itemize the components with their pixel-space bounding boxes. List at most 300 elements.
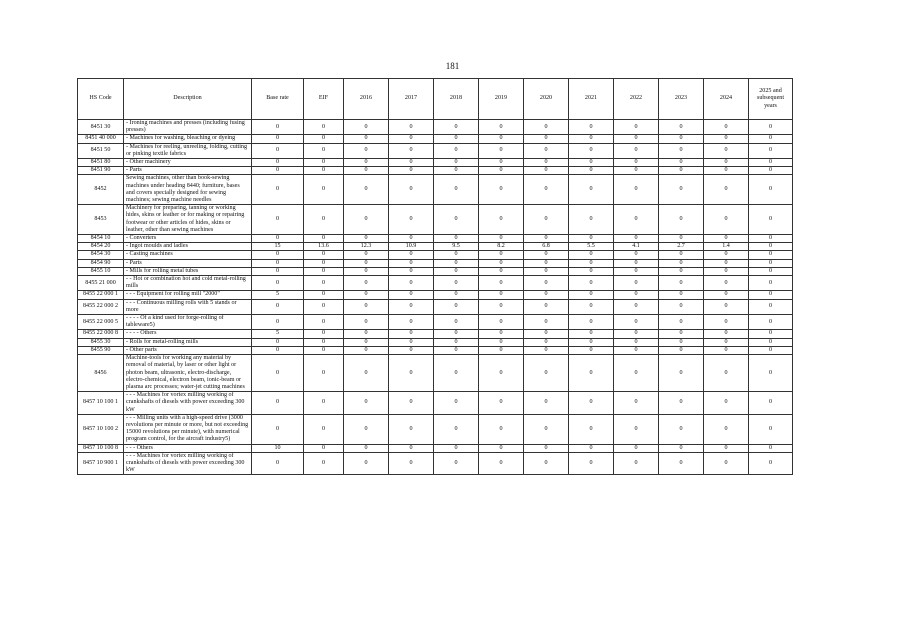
description-cell: - Machines for washing, bleaching or dyeing	[124, 135, 252, 143]
hs-code-cell: 8455 22 000 5	[78, 315, 124, 330]
rate-cell: 0	[389, 159, 434, 167]
table-row	[78, 243, 793, 251]
table-row	[78, 276, 793, 291]
rate-cell: 0	[344, 392, 389, 415]
column-header: 2022	[614, 79, 659, 120]
rate-cell: 0	[524, 291, 569, 299]
rate-cell: 0	[659, 205, 704, 235]
rate-cell: 0	[479, 291, 524, 299]
rate-cell: 0	[569, 175, 614, 205]
hs-code-cell: 8451 40 000	[78, 135, 124, 143]
rate-cell: 0	[614, 267, 659, 275]
rate-cell: 0	[389, 267, 434, 275]
rate-cell: 0	[479, 251, 524, 259]
column-header: Base rate	[252, 79, 304, 120]
rate-cell: 0	[304, 330, 344, 338]
rate-cell: 0	[659, 338, 704, 346]
table-row	[78, 452, 793, 475]
rate-cell: 0	[614, 259, 659, 267]
rate-cell: 0	[389, 444, 434, 452]
rate-cell: 0	[569, 120, 614, 135]
rate-cell: 0	[569, 444, 614, 452]
rate-cell: 0	[479, 452, 524, 475]
rate-cell: 8.2	[479, 243, 524, 251]
rate-cell: 0	[659, 235, 704, 243]
description-cell: - - Hot or combination hot and cold metal-rolling mills	[124, 276, 252, 291]
table-row	[78, 444, 793, 452]
column-header: 2024	[704, 79, 749, 120]
rate-cell: 0	[749, 276, 793, 291]
table-row	[78, 235, 793, 243]
rate-cell: 0	[614, 205, 659, 235]
rate-cell: 0	[304, 276, 344, 291]
rate-cell: 0	[434, 120, 479, 135]
description-cell: Machinery for preparing, tanning or working hides, skins or leather or for making or repairing footwear or other articles of hides, skins or leather, other than sewing machines	[124, 205, 252, 235]
rate-cell: 0	[434, 259, 479, 267]
rate-cell: 0	[569, 251, 614, 259]
rate-cell: 0	[344, 444, 389, 452]
rate-cell: 0	[304, 291, 344, 299]
rate-cell: 0	[749, 135, 793, 143]
rate-cell: 0	[252, 392, 304, 415]
rate-cell: 0	[749, 159, 793, 167]
rate-cell: 0	[569, 346, 614, 354]
rate-cell: 0	[659, 346, 704, 354]
rate-cell: 0	[252, 205, 304, 235]
rate-cell: 0	[569, 338, 614, 346]
description-cell: - Mills for rolling metal tubes	[124, 267, 252, 275]
table-row	[78, 299, 793, 314]
rate-cell: 0	[524, 259, 569, 267]
rate-cell: 0	[479, 135, 524, 143]
rate-cell: 0	[524, 143, 569, 158]
description-cell: - Ironing machines and presses (including fusing presses)	[124, 120, 252, 135]
rate-cell: 0	[704, 120, 749, 135]
rate-cell: 0	[304, 135, 344, 143]
rate-cell: 0	[749, 235, 793, 243]
column-header: 2021	[569, 79, 614, 120]
rate-cell: 0	[389, 259, 434, 267]
rate-cell: 0	[614, 299, 659, 314]
rate-cell: 0	[304, 267, 344, 275]
rate-cell: 0	[252, 346, 304, 354]
rate-cell: 0	[704, 330, 749, 338]
table-body	[78, 120, 793, 475]
table-row	[78, 267, 793, 275]
rate-cell: 0	[479, 315, 524, 330]
hs-code-cell: 8455 30	[78, 338, 124, 346]
description-cell: - - - Continuous milling rolls with 5 stands or more	[124, 299, 252, 314]
rate-cell: 0	[659, 120, 704, 135]
table-row	[78, 392, 793, 415]
rate-cell: 0	[704, 276, 749, 291]
hs-code-cell: 8457 10 100 8	[78, 444, 124, 452]
table-row	[78, 315, 793, 330]
rate-cell: 0	[524, 175, 569, 205]
description-cell: - - - - Of a kind used for forge-rolling of tableware5)	[124, 315, 252, 330]
rate-cell: 0	[749, 251, 793, 259]
rate-cell: 0	[344, 175, 389, 205]
rate-cell: 0	[614, 392, 659, 415]
rate-cell: 0	[569, 159, 614, 167]
table-row	[78, 330, 793, 338]
rate-cell: 0	[479, 235, 524, 243]
rate-cell: 0	[434, 276, 479, 291]
rate-cell: 0	[614, 175, 659, 205]
hs-code-cell: 8455 90	[78, 346, 124, 354]
rate-cell: 0	[524, 205, 569, 235]
rate-cell: 0	[252, 143, 304, 158]
rate-cell: 0	[344, 205, 389, 235]
table-row	[78, 205, 793, 235]
rate-cell: 0	[524, 355, 569, 392]
rate-cell: 0	[479, 276, 524, 291]
rate-cell: 9.5	[434, 243, 479, 251]
rate-cell: 0	[344, 143, 389, 158]
rate-cell: 0	[524, 251, 569, 259]
column-header: 2016	[344, 79, 389, 120]
rate-cell: 0	[614, 330, 659, 338]
table-header-row	[78, 79, 793, 120]
column-header: Description	[124, 79, 252, 120]
rate-cell: 0	[614, 355, 659, 392]
rate-cell: 0	[569, 315, 614, 330]
rate-cell: 0	[614, 251, 659, 259]
rate-cell: 0	[434, 444, 479, 452]
rate-cell: 0	[344, 251, 389, 259]
hs-code-cell: 8454 30	[78, 251, 124, 259]
table-row	[78, 291, 793, 299]
rate-cell: 0	[659, 444, 704, 452]
rate-cell: 0	[304, 392, 344, 415]
rate-cell: 0	[704, 338, 749, 346]
rate-cell: 0	[704, 167, 749, 175]
rate-cell: 0	[389, 175, 434, 205]
rate-cell: 0	[704, 346, 749, 354]
rate-cell: 0	[524, 135, 569, 143]
column-header: 2019	[479, 79, 524, 120]
rate-cell: 0	[304, 167, 344, 175]
rate-cell: 0	[569, 291, 614, 299]
rate-cell: 0	[614, 276, 659, 291]
rate-cell: 0	[344, 167, 389, 175]
rate-cell: 0	[304, 259, 344, 267]
hs-code-cell: 8457 10 100 2	[78, 414, 124, 444]
rate-cell: 0	[389, 346, 434, 354]
rate-cell: 0	[749, 355, 793, 392]
rate-cell: 0	[569, 135, 614, 143]
rate-cell: 0	[434, 299, 479, 314]
rate-cell: 0	[344, 414, 389, 444]
rate-cell: 0	[304, 235, 344, 243]
rate-cell: 0	[659, 175, 704, 205]
column-header: 2020	[524, 79, 569, 120]
description-cell: Sewing machines, other than book-sewing machines under heading 8440; furniture, bases and covers specially designed for sewing machines; sewing machine needles	[124, 175, 252, 205]
rate-cell: 0	[252, 267, 304, 275]
rate-cell: 0	[252, 276, 304, 291]
rate-cell: 0	[389, 299, 434, 314]
rate-cell: 0	[524, 120, 569, 135]
table-row	[78, 159, 793, 167]
rate-cell: 2.7	[659, 243, 704, 251]
description-cell: - Other machinery	[124, 159, 252, 167]
rate-cell: 0	[479, 338, 524, 346]
rate-cell: 0	[252, 167, 304, 175]
rate-cell: 0	[704, 259, 749, 267]
rate-cell: 0	[614, 235, 659, 243]
rate-cell: 0	[749, 259, 793, 267]
rate-cell: 0	[304, 159, 344, 167]
rate-cell: 0	[659, 315, 704, 330]
rate-cell: 0	[479, 159, 524, 167]
hs-code-cell: 8455 10	[78, 267, 124, 275]
rate-cell: 0	[704, 414, 749, 444]
hs-code-cell: 8452	[78, 175, 124, 205]
description-cell: Machine-tools for working any material by removal of material, by laser or other light or photon beam, ultrasonic, electro-discharge, electro-chemical, electron beam, ionic-beam or plasma arc processes; water-jet cutting machines	[124, 355, 252, 392]
rate-cell: 0	[304, 315, 344, 330]
rate-cell: 0	[389, 338, 434, 346]
rate-cell: 0	[659, 159, 704, 167]
rate-cell: 0	[304, 452, 344, 475]
rate-cell: 0	[344, 299, 389, 314]
rate-cell: 0	[704, 392, 749, 415]
rate-cell: 0	[614, 159, 659, 167]
rate-cell: 0	[389, 135, 434, 143]
rate-cell: 0	[569, 276, 614, 291]
rate-cell: 0	[749, 243, 793, 251]
rate-cell: 0	[749, 452, 793, 475]
rate-cell: 0	[749, 444, 793, 452]
table-row	[78, 346, 793, 354]
rate-cell: 0	[252, 259, 304, 267]
rate-cell: 0	[659, 330, 704, 338]
rate-cell: 0	[569, 452, 614, 475]
rate-cell: 0	[479, 346, 524, 354]
rate-cell: 0	[614, 452, 659, 475]
rate-cell: 0	[614, 120, 659, 135]
tariff-table	[77, 78, 793, 475]
rate-cell: 0	[304, 414, 344, 444]
hs-code-cell: 8451 80	[78, 159, 124, 167]
rate-cell: 0	[659, 259, 704, 267]
rate-cell: 0	[252, 120, 304, 135]
rate-cell: 0	[479, 444, 524, 452]
rate-cell: 0	[389, 315, 434, 330]
description-cell: - Ingot moulds and ladles	[124, 243, 252, 251]
rate-cell: 0	[704, 315, 749, 330]
description-cell: - - - Machines for vortex milling working of crankshafts of diesels with power exceeding 300 kW	[124, 452, 252, 475]
rate-cell: 0	[569, 235, 614, 243]
rate-cell: 0	[614, 291, 659, 299]
rate-cell: 0	[434, 315, 479, 330]
rate-cell: 0	[389, 392, 434, 415]
rate-cell: 0	[704, 299, 749, 314]
rate-cell: 0	[344, 330, 389, 338]
rate-cell: 0	[434, 167, 479, 175]
rate-cell: 0	[434, 392, 479, 415]
rate-cell: 0	[659, 355, 704, 392]
rate-cell: 0	[524, 452, 569, 475]
rate-cell: 0	[569, 299, 614, 314]
rate-cell: 0	[614, 414, 659, 444]
rate-cell: 0	[434, 338, 479, 346]
rate-cell: 0	[704, 355, 749, 392]
rate-cell: 0	[569, 259, 614, 267]
hs-code-cell: 8455 22 000 1	[78, 291, 124, 299]
table-row	[78, 414, 793, 444]
rate-cell: 4.1	[614, 243, 659, 251]
table-row	[78, 175, 793, 205]
rate-cell: 0	[304, 299, 344, 314]
rate-cell: 0	[434, 143, 479, 158]
rate-cell: 0	[434, 291, 479, 299]
rate-cell: 0	[479, 355, 524, 392]
hs-code-cell: 8451 90	[78, 167, 124, 175]
table-row	[78, 143, 793, 158]
rate-cell: 0	[659, 299, 704, 314]
rate-cell: 0	[704, 452, 749, 475]
rate-cell: 0	[524, 315, 569, 330]
column-header: 2023	[659, 79, 704, 120]
rate-cell: 0	[344, 346, 389, 354]
rate-cell: 0	[304, 120, 344, 135]
rate-cell: 0	[524, 444, 569, 452]
rate-cell: 5.5	[569, 243, 614, 251]
description-cell: - Casting machines	[124, 251, 252, 259]
hs-code-cell: 8451 30	[78, 120, 124, 135]
rate-cell: 0	[479, 267, 524, 275]
rate-cell: 0	[704, 291, 749, 299]
rate-cell: 0	[304, 205, 344, 235]
rate-cell: 0	[434, 355, 479, 392]
rate-cell: 0	[252, 338, 304, 346]
rate-cell: 0	[614, 167, 659, 175]
rate-cell: 0	[704, 205, 749, 235]
table-row	[78, 120, 793, 135]
rate-cell: 0	[749, 346, 793, 354]
rate-cell: 0	[434, 159, 479, 167]
rate-cell: 0	[749, 338, 793, 346]
rate-cell: 0	[304, 444, 344, 452]
rate-cell: 0	[614, 444, 659, 452]
rate-cell: 0	[614, 346, 659, 354]
rate-cell: 0	[704, 143, 749, 158]
hs-code-cell: 8451 50	[78, 143, 124, 158]
rate-cell: 0	[749, 414, 793, 444]
rate-cell: 0	[434, 346, 479, 354]
description-cell: - - - Milling units with a high-speed drive (3000 revolutions per minute or more, but not exceeding 15000 revolutions per minute), with numerical program control, for the aircraft industry5)	[124, 414, 252, 444]
rate-cell: 0	[434, 205, 479, 235]
rate-cell: 1.4	[704, 243, 749, 251]
rate-cell: 0	[479, 299, 524, 314]
rate-cell: 0	[704, 267, 749, 275]
rate-cell: 0	[252, 355, 304, 392]
rate-cell: 0	[252, 299, 304, 314]
rate-cell: 0	[524, 235, 569, 243]
rate-cell: 0	[659, 414, 704, 444]
rate-cell: 0	[344, 159, 389, 167]
rate-cell: 0	[434, 175, 479, 205]
rate-cell: 0	[344, 276, 389, 291]
rate-cell: 0	[479, 143, 524, 158]
rate-cell: 0	[749, 392, 793, 415]
column-header: EIF	[304, 79, 344, 120]
column-header: 2025 and subsequent years	[749, 79, 793, 120]
hs-code-cell: 8457 10 100 1	[78, 392, 124, 415]
rate-cell: 0	[304, 346, 344, 354]
rate-cell: 0	[479, 120, 524, 135]
rate-cell: 0	[704, 251, 749, 259]
rate-cell: 10.9	[389, 243, 434, 251]
rate-cell: 0	[344, 338, 389, 346]
rate-cell: 0	[749, 120, 793, 135]
column-header: HS Code	[78, 79, 124, 120]
rate-cell: 0	[569, 167, 614, 175]
rate-cell: 0	[252, 452, 304, 475]
description-cell: - - - Equipment for rolling mill "2000"	[124, 291, 252, 299]
rate-cell: 15	[252, 243, 304, 251]
rate-cell: 0	[524, 299, 569, 314]
rate-cell: 13.6	[304, 243, 344, 251]
rate-cell: 0	[252, 414, 304, 444]
rate-cell: 0	[704, 159, 749, 167]
description-cell: - Parts	[124, 259, 252, 267]
description-cell: - - - Machines for vortex milling working of crankshafts of diesels with power exceeding 300 kW	[124, 392, 252, 415]
rate-cell: 0	[704, 235, 749, 243]
rate-cell: 0	[252, 175, 304, 205]
rate-cell: 0	[389, 143, 434, 158]
rate-cell: 0	[304, 355, 344, 392]
rate-cell: 0	[479, 392, 524, 415]
table-row	[78, 251, 793, 259]
rate-cell: 0	[614, 338, 659, 346]
column-header: 2017	[389, 79, 434, 120]
rate-cell: 0	[749, 167, 793, 175]
rate-cell: 0	[749, 267, 793, 275]
rate-cell: 0	[344, 267, 389, 275]
table-row	[78, 167, 793, 175]
rate-cell: 0	[659, 167, 704, 175]
rate-cell: 0	[524, 338, 569, 346]
rate-cell: 0	[659, 452, 704, 475]
rate-cell: 0	[524, 159, 569, 167]
rate-cell: 0	[749, 299, 793, 314]
rate-cell: 0	[614, 315, 659, 330]
rate-cell: 0	[569, 143, 614, 158]
rate-cell: 0	[659, 392, 704, 415]
rate-cell: 0	[479, 330, 524, 338]
rate-cell: 0	[434, 235, 479, 243]
rate-cell: 0	[434, 267, 479, 275]
rate-cell: 0	[524, 392, 569, 415]
rate-cell: 0	[344, 315, 389, 330]
hs-code-cell: 8455 22 000 8	[78, 330, 124, 338]
rate-cell: 0	[304, 143, 344, 158]
rate-cell: 0	[749, 330, 793, 338]
rate-cell: 0	[749, 143, 793, 158]
table-row	[78, 259, 793, 267]
rate-cell: 0	[569, 205, 614, 235]
rate-cell: 0	[304, 175, 344, 205]
rate-cell: 0	[479, 175, 524, 205]
rate-cell: 0	[434, 251, 479, 259]
rate-cell: 5	[252, 291, 304, 299]
rate-cell: 0	[344, 120, 389, 135]
description-cell: - - - - Others	[124, 330, 252, 338]
hs-code-cell: 8454 90	[78, 259, 124, 267]
hs-code-cell: 8453	[78, 205, 124, 235]
description-cell: - Other parts	[124, 346, 252, 354]
